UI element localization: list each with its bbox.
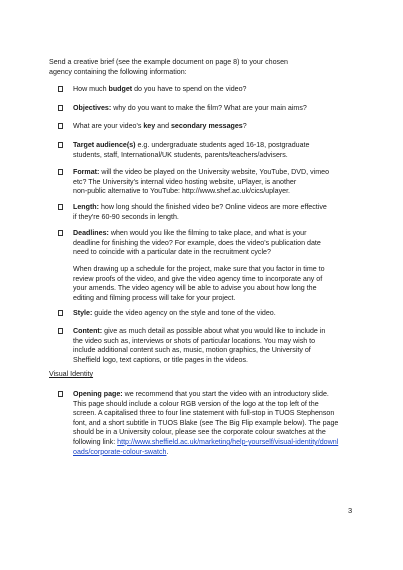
checkbox-bullet-icon [58, 142, 63, 148]
list-item-content: Content: give as much detail as possible about what you would like to include in the video such as, interviews or shots of particular locations. You may wish to include additional content such as, music, motion graphics, the University of Sheffield logo, text captions, or title pages in the videos. [58, 327, 358, 365]
list-item-length: Length: how long should the finished video be? Online videos are more effective if they're 60-90 seconds in length. [58, 203, 358, 222]
intro-line: agency containing the following information: [49, 68, 187, 77]
section-heading-visual-identity: Visual Identity [49, 370, 94, 378]
checkbox-bullet-icon [58, 310, 63, 316]
checkbox-bullet-icon [58, 230, 63, 236]
list-item-budget: How much budget do you have to spend on the video? [58, 85, 358, 95]
schedule-paragraph: When drawing up a schedule for the project, make sure that you factor in time to review proofs of the video, and give the video agency time to incorporate any of your amends. The video agency will be able to advise you about how long the editing and filming process will take for your project. [73, 265, 325, 302]
intro-paragraph [49, 57, 349, 77]
keyword-objectives: Objectives: [73, 104, 112, 112]
keyword-budget: budget [108, 85, 133, 93]
colour-swatch-link[interactable]: http://www.sheffield.ac.uk/marketing/help-yourself/visual-identity/downl oads/corporate-colour-swatch [73, 437, 339, 456]
list-item-opening-page: Opening page: we recommend that you start the video with an introductory slide. This page should include a colour RGB version of the logo at the top left of the screen. A capitalised three to four line statement with full-stop in TUOS Stephenson font, and a short subtitle in TUOS Blake (see The Big Flip example below). The page should be in a University colour, please see the corporate colour swatches at the following link: http://www.sheffield.ac.uk/marketing/help-yourself/visual-identity/downl oads/corporate-colour-swatch. [58, 390, 358, 457]
list-item-style: Style: guide the video agency on the style and tone of the video. [58, 309, 358, 319]
checkbox-bullet-icon [58, 204, 63, 210]
list-item-deadlines: Deadlines: when would you like the filming to take place, and what is your deadline for finishing the video? For example, does the video's publication date need to coincide with a particular date in the recruitment cycle? [58, 229, 358, 258]
list-item-key-messages: What are your video's key and secondary messages? [58, 122, 358, 132]
checkbox-bullet-icon [58, 86, 63, 92]
checkbox-bullet-icon [58, 169, 63, 175]
list-item-objectives: Objectives: why do you want to make the film? What are your main aims? [58, 104, 358, 114]
list-item-target-audience: Target audience(s) e.g. undergraduate students aged 16-18, postgraduate students, staff, International/UK students, parents/teachers/advisers. [58, 141, 358, 160]
checkbox-bullet-icon [58, 391, 63, 397]
intro-line: Send a creative brief (see the example document on page 8) to your chosen [49, 58, 288, 66]
checkbox-bullet-icon [58, 123, 63, 129]
checkbox-bullet-icon [58, 328, 63, 334]
page-number: 3 [348, 506, 353, 515]
list-item-format: Format: will the video be played on the University website, YouTube, DVD, vimeo etc? The University's internal video hosting website, uPlayer, is another non-public alternative to YouTube: http://www.shef.ac.uk/cics/uplayer. [58, 168, 358, 197]
checkbox-bullet-icon [58, 105, 63, 111]
